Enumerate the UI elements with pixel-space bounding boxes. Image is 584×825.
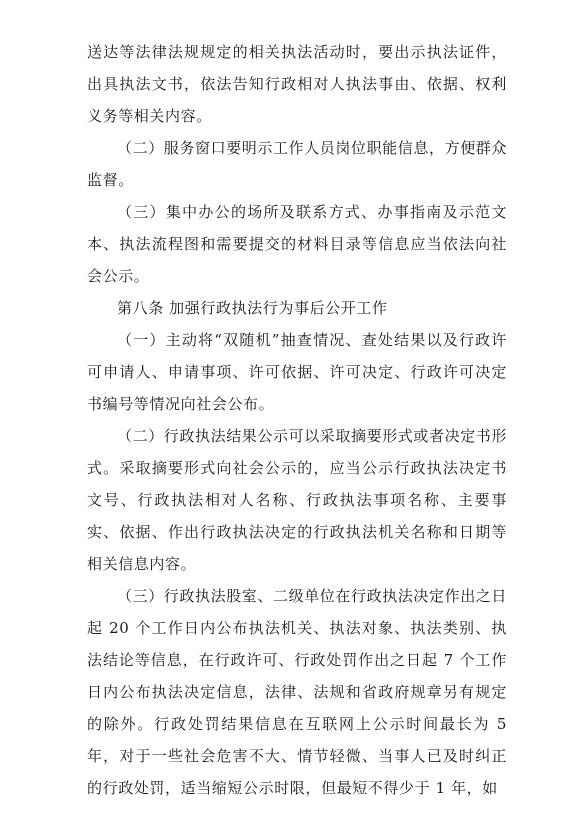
paragraph-item-3: （三）集中办公的场所及联系方式、办事指南及示范文本、执法流程图和需要提交的材料目录等信息应当依法向社会公示。 <box>87 203 507 285</box>
paragraph-item-1: （一）主动将“双随机”抽查情况、查处结果以及行政许可申请人、申请事项、许可依据、许可决定、行政许可决定书编号等情况向社会公布。 <box>87 331 507 413</box>
paragraph-item-2b: （二）行政执法结果公示可以采取摘要形式或者决定书形式。采取摘要形式向社会公示的，应当公示行政执法决定书文号、行政执法相对人名称、行政执法事项名称、主要事实、依据、作出行政执法决定的行政执法机关名称和日期等相关信息内容。 <box>87 427 508 573</box>
paragraph-item-3b: （三）行政执法股室、二级单位在行政执法决定作出之日起 20 个工作日内公布执法机关、执法对象、执法类别、执法结论等信息，在行政许可、行政处罚作出之日起 7 个工作日内公布执法决定信息，法律、法规和省政府规章另有规定的除外。行政处罚结果信息在互联网上公示时间最长为 5 年，对于一些社会危害不大、情节轻微、当事人已及时纠正的行政处罚，适当缩短公示时限，但最短不得少于 1 年，如 <box>87 587 508 797</box>
article-heading: 第八条 加强行政执法行为事后公开工作 <box>117 299 388 317</box>
paragraph-item-2: （二）服务窗口要明示工作人员岗位职能信息，方便群众监督。 <box>87 139 508 189</box>
paragraph-continuation: 送达等法律法规规定的相关执法活动时，要出示执法证件，出具执法文书，依法告知行政相对人执法事由、依据、权利义务等相关内容。 <box>87 43 507 125</box>
